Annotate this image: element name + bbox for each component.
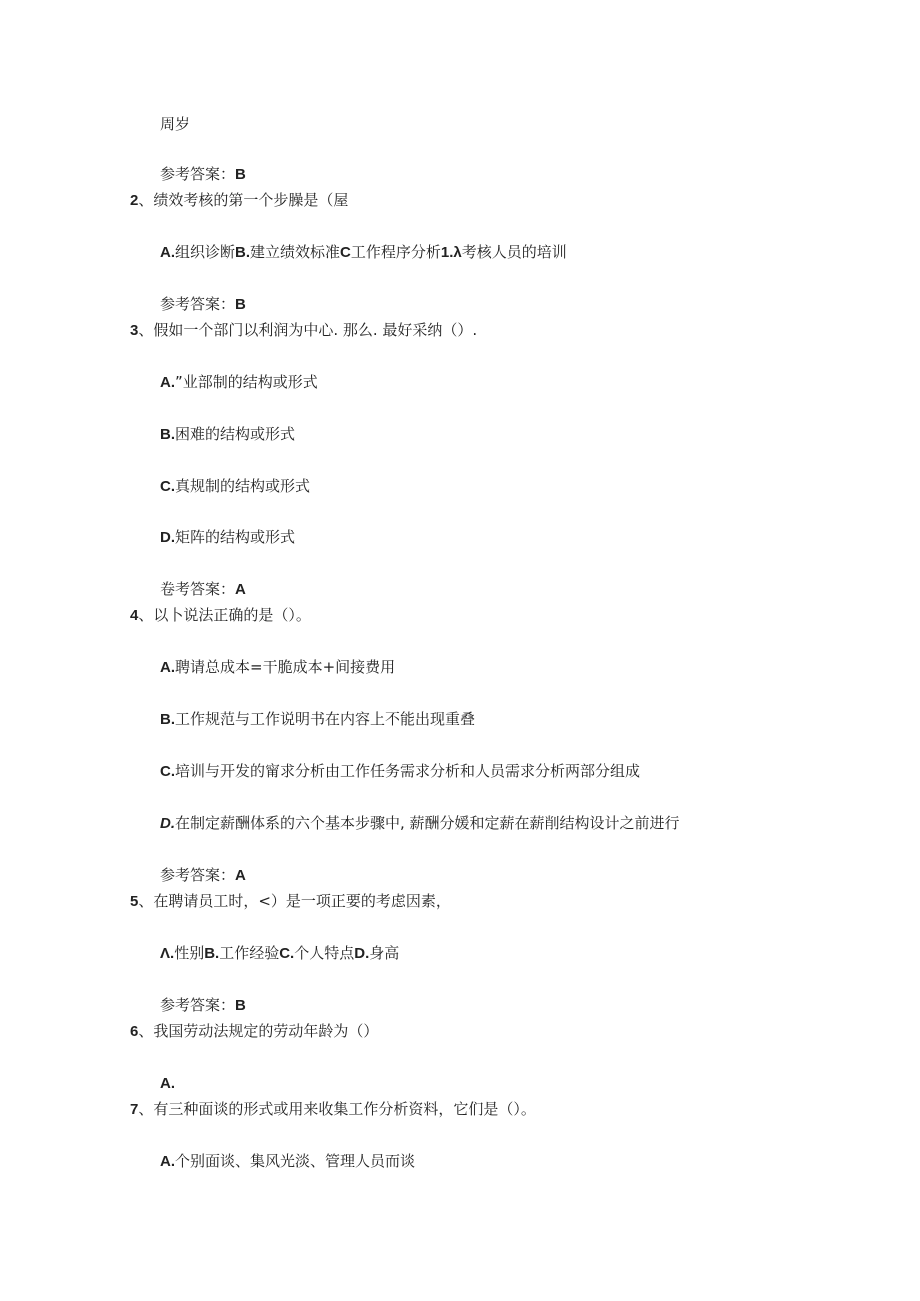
answer-value: B: [235, 997, 246, 1014]
option-letter: B.: [160, 711, 175, 728]
answer-line-q1: [160, 164, 246, 185]
option-text: 个别面谈、集风光淡、管理人员而谈: [175, 1152, 416, 1170]
option-letter: A.: [160, 1075, 175, 1092]
question-separator: 、: [138, 606, 154, 624]
options-line-q5: [160, 943, 399, 964]
question-separator: 、: [138, 191, 154, 209]
option-letter: B.: [160, 426, 175, 443]
question-number: 6: [130, 1023, 139, 1040]
option-letter: A.: [160, 1153, 175, 1170]
option-text: 建立绩效标准: [250, 243, 341, 261]
option-q6-a: [160, 1073, 175, 1094]
option-letter: Λ.: [160, 945, 175, 962]
answer-line-q3: [160, 579, 246, 600]
option-text: 聘请总成本=干脆成本+间接费用: [175, 658, 396, 676]
option-text: 工作经验: [219, 944, 280, 962]
question-text: 以卜说法正确的是（）。: [153, 606, 311, 624]
question-number: 4: [130, 607, 139, 624]
option-text: 在制定薪酬体系的六个基本步骤中, 薪酬分媛和定薪在薪削结构设计之前进行: [175, 814, 680, 832]
question-text: 有三种面谈的形式或用来收集工作分析资料，它们是（）。: [153, 1100, 536, 1118]
continued-text: [160, 114, 190, 134]
option-text: 身高: [369, 944, 400, 962]
option-q3-a: [160, 372, 318, 393]
answer-label: 卷考答案：: [160, 580, 236, 598]
option-text: 矩阵的结构或形式: [175, 528, 296, 546]
option-letter: 1.λ: [440, 244, 462, 261]
question-2: [130, 190, 348, 211]
option-q4-d: [160, 813, 680, 834]
question-separator: 、: [138, 1100, 154, 1118]
options-line-q2: [160, 242, 567, 263]
answer-value: A: [235, 581, 246, 598]
option-q7-a: [160, 1151, 415, 1172]
question-separator: 、: [138, 892, 154, 910]
answer-value: B: [235, 296, 246, 313]
answer-label: 参考答案：: [160, 996, 236, 1014]
option-text: 性别: [174, 944, 205, 962]
option-letter: B.: [204, 945, 220, 962]
question-text: 在聘请员工时，<）是一项正要的考虑因素，: [153, 892, 451, 910]
option-letter: A.: [160, 374, 175, 391]
question-separator: 、: [138, 1022, 154, 1040]
option-letter: D.: [160, 529, 175, 546]
option-q4-b: [160, 709, 475, 730]
option-letter: B.: [235, 244, 251, 261]
option-q4-a: [160, 657, 395, 678]
option-text: 考核人员的培训: [461, 243, 567, 261]
option-text: 工作规范与工作说明书在内容上不能出现重叠: [175, 710, 476, 728]
option-letter: C.: [160, 763, 175, 780]
answer-line-q2: [160, 294, 246, 315]
question-5: [130, 891, 451, 912]
option-text: 工作程序分析: [350, 243, 441, 261]
question-text: 假如一个部门以利润为中心. 那么. 最好采纳（）.: [153, 321, 478, 339]
option-q3-b: [160, 424, 295, 445]
option-q4-c: [160, 761, 640, 782]
option-text: 困难的结构或形式: [175, 425, 296, 443]
answer-label: 参考答案：: [160, 866, 236, 884]
option-letter: C.: [279, 945, 295, 962]
answer-label: 参考答案：: [160, 295, 236, 313]
answer-line-q4: [160, 865, 246, 886]
option-letter: A.: [160, 244, 175, 261]
question-number: 2: [130, 192, 139, 209]
question-number: 5: [130, 893, 139, 910]
answer-value: A: [235, 867, 246, 884]
option-text: 培训与开发的甯求分析由工作任务需求分析和人员需求分析两部分组成: [175, 762, 641, 780]
question-text: 绩效考核的第一个步臊是（屋: [153, 191, 349, 209]
option-text: ”业部制的结构或形式: [175, 373, 318, 391]
option-letter: C.: [160, 478, 175, 495]
option-letter: A.: [160, 659, 175, 676]
option-letter: C: [340, 244, 351, 261]
question-3: [130, 320, 477, 341]
option-q3-c: [160, 476, 310, 497]
option-text: 真规制的结构或形式: [175, 477, 311, 495]
question-number: 7: [130, 1101, 139, 1118]
answer-value: B: [235, 166, 246, 183]
option-letter: D.: [160, 815, 175, 832]
option-letter: D.: [354, 945, 370, 962]
option-text: 个人特点: [294, 944, 355, 962]
question-4: [130, 605, 311, 626]
continued-fragment: 周岁: [160, 115, 191, 133]
answer-label: 参考答案：: [160, 165, 236, 183]
question-7: [130, 1099, 536, 1120]
question-number: 3: [130, 322, 139, 339]
question-text: 我国劳动法规定的劳动年龄为（）: [153, 1022, 379, 1040]
option-q3-d: [160, 527, 295, 548]
question-6: [130, 1021, 378, 1042]
answer-line-q5: [160, 995, 246, 1016]
option-text: 组织诊断: [175, 243, 236, 261]
question-separator: 、: [138, 321, 154, 339]
